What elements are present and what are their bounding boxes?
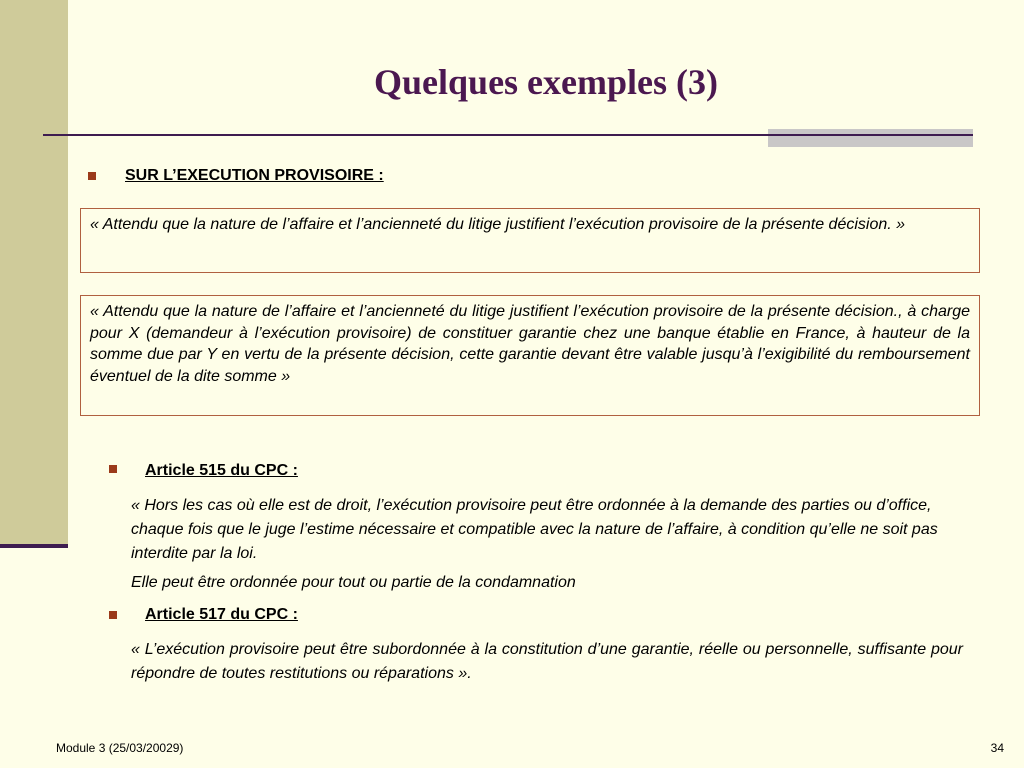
square-bullet-icon [109,465,117,473]
article-515-paragraph-1: « Hors les cas où elle est de droit, l’exécution provisoire peut être ordonnée à la demande des parties ou d’office, chaque fois que le juge l’estime nécessaire et compatible avec la nature de l’affaire, à condition qu’elle ne soit pas interdite par la loi. [131,497,938,562]
quote-1-text: « Attendu que la nature de l’affaire et l’ancienneté du litige justifient l’exécution provisoire de la présente décision. » [90,216,906,233]
square-bullet-icon [109,611,117,619]
section-heading: SUR L’EXECUTION PROVISOIRE : [125,167,384,184]
article-515-paragraph-2: Elle peut être ordonnée pour tout ou partie de la condamnation [131,574,576,591]
quote-box-1 [80,208,980,273]
page-number: 34 [990,741,1004,755]
quote-2-text: « Attendu que la nature de l’affaire et l’ancienneté du litige justifient l’exécution provisoire de la présente décision., à charge pour X (demandeur à l’exécution provisoire) de constituer garantie chez une banque établie en France, à hauteur de la somme due par Y en vertu de la présente décision, cette garantie devant être valable jusqu’à l’exigibilité du remboursement éventuel de la dite somme » [90,303,970,385]
article-517-heading: Article 517 du CPC : [145,606,298,623]
slide-title: Quelques exemples (3) [374,62,718,102]
article-515-heading: Article 515 du CPC : [145,462,298,479]
title-rule-accent [768,129,973,147]
side-band [0,0,68,546]
footer-module-label: Module 3 (25/03/20029) [56,741,184,755]
quote-box-2 [80,295,980,416]
side-band-rule [0,544,68,548]
article-517-paragraph-1: « L’exécution provisoire peut être subordonnée à la constitution d’une garantie, réelle ou personnelle, suffisante pour répondre de toutes restitutions ou réparations ». [131,641,963,682]
square-bullet-icon [88,172,96,180]
